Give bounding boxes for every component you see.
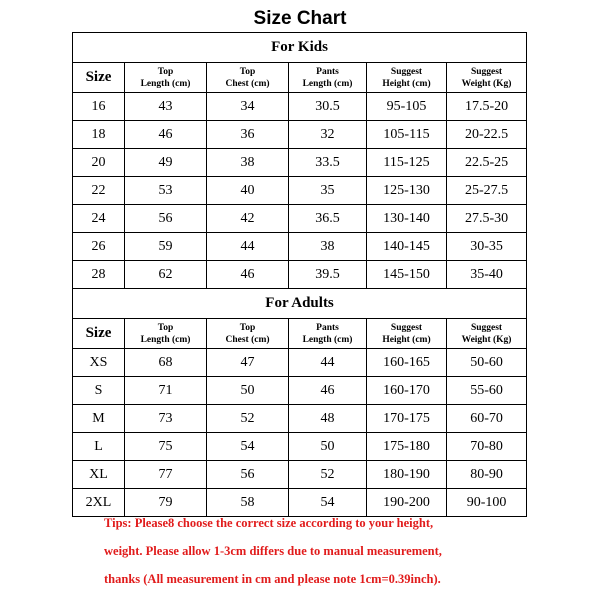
kids-table-cell: 59 bbox=[125, 233, 207, 261]
kids-table-cell: 22 bbox=[73, 177, 125, 205]
adults-section-title: For Adults bbox=[73, 289, 527, 319]
adults-table-row bbox=[73, 489, 527, 517]
kids-table-cell: 140-145 bbox=[367, 233, 447, 261]
kids-table-row bbox=[73, 205, 527, 233]
kids-table-row bbox=[73, 121, 527, 149]
kids-table-cell: 33.5 bbox=[289, 149, 367, 177]
adults-table-cell: 44 bbox=[289, 349, 367, 377]
tips-line-2: weight. Please allow 1-3cm differs due to manual measurement, bbox=[104, 544, 442, 558]
kids-table-cell: 28 bbox=[73, 261, 125, 289]
kids-table-cell: 18 bbox=[73, 121, 125, 149]
size-chart-table bbox=[72, 32, 527, 517]
kids-table-cell: 32 bbox=[289, 121, 367, 149]
kids-table-cell: 62 bbox=[125, 261, 207, 289]
adults-table-row bbox=[73, 349, 527, 377]
kids-table-cell: 49 bbox=[125, 149, 207, 177]
adults-table-cell: 170-175 bbox=[367, 405, 447, 433]
kids-table-row bbox=[73, 149, 527, 177]
tips-line-3: thanks (All measurement in cm and please note 1cm=0.39inch). bbox=[104, 572, 441, 586]
kids-header-cell: Suggest Weight (Kg) bbox=[447, 63, 527, 93]
adults-header-cell: Size bbox=[73, 319, 125, 349]
adults-table-cell: XL bbox=[73, 461, 125, 489]
adults-table-cell: 70-80 bbox=[447, 433, 527, 461]
kids-table-cell: 38 bbox=[289, 233, 367, 261]
adults-header-cell: Suggest Weight (Kg) bbox=[447, 319, 527, 349]
adults-header-cell: Suggest Height (cm) bbox=[367, 319, 447, 349]
kids-table-cell: 115-125 bbox=[367, 149, 447, 177]
kids-table-row bbox=[73, 93, 527, 121]
kids-table-row bbox=[73, 233, 527, 261]
adults-table-cell: 71 bbox=[125, 377, 207, 405]
kids-table-cell: 105-115 bbox=[367, 121, 447, 149]
adults-table-cell: S bbox=[73, 377, 125, 405]
adults-table-row bbox=[73, 461, 527, 489]
adults-table-cell: 80-90 bbox=[447, 461, 527, 489]
kids-table-cell: 145-150 bbox=[367, 261, 447, 289]
kids-header-cell: Top Length (cm) bbox=[125, 63, 207, 93]
kids-header-row bbox=[73, 63, 527, 93]
adults-table-cell: 77 bbox=[125, 461, 207, 489]
kids-table-cell: 46 bbox=[207, 261, 289, 289]
adults-table-cell: 50-60 bbox=[447, 349, 527, 377]
kids-table-cell: 16 bbox=[73, 93, 125, 121]
kids-table-row bbox=[73, 261, 527, 289]
adults-table-row bbox=[73, 377, 527, 405]
adults-table-cell: 46 bbox=[289, 377, 367, 405]
kids-table-cell: 26 bbox=[73, 233, 125, 261]
kids-table-cell: 27.5-30 bbox=[447, 205, 527, 233]
adults-header-cell: Pants Length (cm) bbox=[289, 319, 367, 349]
kids-table-cell: 53 bbox=[125, 177, 207, 205]
kids-table-cell: 17.5-20 bbox=[447, 93, 527, 121]
adults-table-cell: 2XL bbox=[73, 489, 125, 517]
adults-header-cell: Top Chest (cm) bbox=[207, 319, 289, 349]
kids-table-cell: 36 bbox=[207, 121, 289, 149]
adults-table-cell: L bbox=[73, 433, 125, 461]
adults-table-row bbox=[73, 433, 527, 461]
kids-table-cell: 24 bbox=[73, 205, 125, 233]
tips-line-1: Tips: Please8 choose the correct size according to your height, bbox=[104, 516, 434, 530]
kids-table-cell: 34 bbox=[207, 93, 289, 121]
adults-table-cell: M bbox=[73, 405, 125, 433]
adults-header-cell: Top Length (cm) bbox=[125, 319, 207, 349]
adults-table-cell: 54 bbox=[289, 489, 367, 517]
adults-table-cell: 90-100 bbox=[447, 489, 527, 517]
kids-table-cell: 44 bbox=[207, 233, 289, 261]
kids-table-cell: 43 bbox=[125, 93, 207, 121]
adults-table-cell: 73 bbox=[125, 405, 207, 433]
adults-table-cell: 54 bbox=[207, 433, 289, 461]
adults-table-cell: 52 bbox=[207, 405, 289, 433]
kids-table-cell: 38 bbox=[207, 149, 289, 177]
adults-table-cell: 58 bbox=[207, 489, 289, 517]
adults-table-cell: 75 bbox=[125, 433, 207, 461]
adults-table-cell: 190-200 bbox=[367, 489, 447, 517]
adults-table-cell: 48 bbox=[289, 405, 367, 433]
adults-table-cell: 56 bbox=[207, 461, 289, 489]
adults-table-cell: 68 bbox=[125, 349, 207, 377]
kids-table-cell: 20-22.5 bbox=[447, 121, 527, 149]
kids-table-cell: 95-105 bbox=[367, 93, 447, 121]
kids-table-cell: 36.5 bbox=[289, 205, 367, 233]
adults-table-cell: 160-170 bbox=[367, 377, 447, 405]
adults-table-cell: XS bbox=[73, 349, 125, 377]
kids-table-cell: 30.5 bbox=[289, 93, 367, 121]
kids-table-cell: 125-130 bbox=[367, 177, 447, 205]
adults-table-cell: 55-60 bbox=[447, 377, 527, 405]
adults-table-cell: 160-165 bbox=[367, 349, 447, 377]
adults-table-cell: 180-190 bbox=[367, 461, 447, 489]
adults-table-cell: 60-70 bbox=[447, 405, 527, 433]
adults-table-cell: 79 bbox=[125, 489, 207, 517]
kids-table-cell: 30-35 bbox=[447, 233, 527, 261]
adults-table-cell: 52 bbox=[289, 461, 367, 489]
kids-table-cell: 39.5 bbox=[289, 261, 367, 289]
kids-table-cell: 40 bbox=[207, 177, 289, 205]
kids-header-cell: Top Chest (cm) bbox=[207, 63, 289, 93]
kids-table-cell: 42 bbox=[207, 205, 289, 233]
kids-header-cell: Suggest Height (cm) bbox=[367, 63, 447, 93]
kids-table-cell: 56 bbox=[125, 205, 207, 233]
kids-section-row bbox=[73, 33, 527, 63]
kids-table-cell: 25-27.5 bbox=[447, 177, 527, 205]
kids-table-cell: 22.5-25 bbox=[447, 149, 527, 177]
adults-table-cell: 47 bbox=[207, 349, 289, 377]
adults-header-row bbox=[73, 319, 527, 349]
kids-table-row bbox=[73, 177, 527, 205]
kids-table-cell: 35-40 bbox=[447, 261, 527, 289]
kids-table-cell: 46 bbox=[125, 121, 207, 149]
kids-table-cell: 35 bbox=[289, 177, 367, 205]
adults-table-cell: 175-180 bbox=[367, 433, 447, 461]
page-title: Size Chart bbox=[253, 8, 347, 29]
adults-section-row bbox=[73, 289, 527, 319]
adults-table-row bbox=[73, 405, 527, 433]
kids-header-cell: Size bbox=[73, 63, 125, 93]
adults-table-cell: 50 bbox=[289, 433, 367, 461]
kids-section-title: For Kids bbox=[73, 33, 527, 63]
kids-header-cell: Pants Length (cm) bbox=[289, 63, 367, 93]
adults-table-cell: 50 bbox=[207, 377, 289, 405]
kids-table-cell: 20 bbox=[73, 149, 125, 177]
kids-table-cell: 130-140 bbox=[367, 205, 447, 233]
